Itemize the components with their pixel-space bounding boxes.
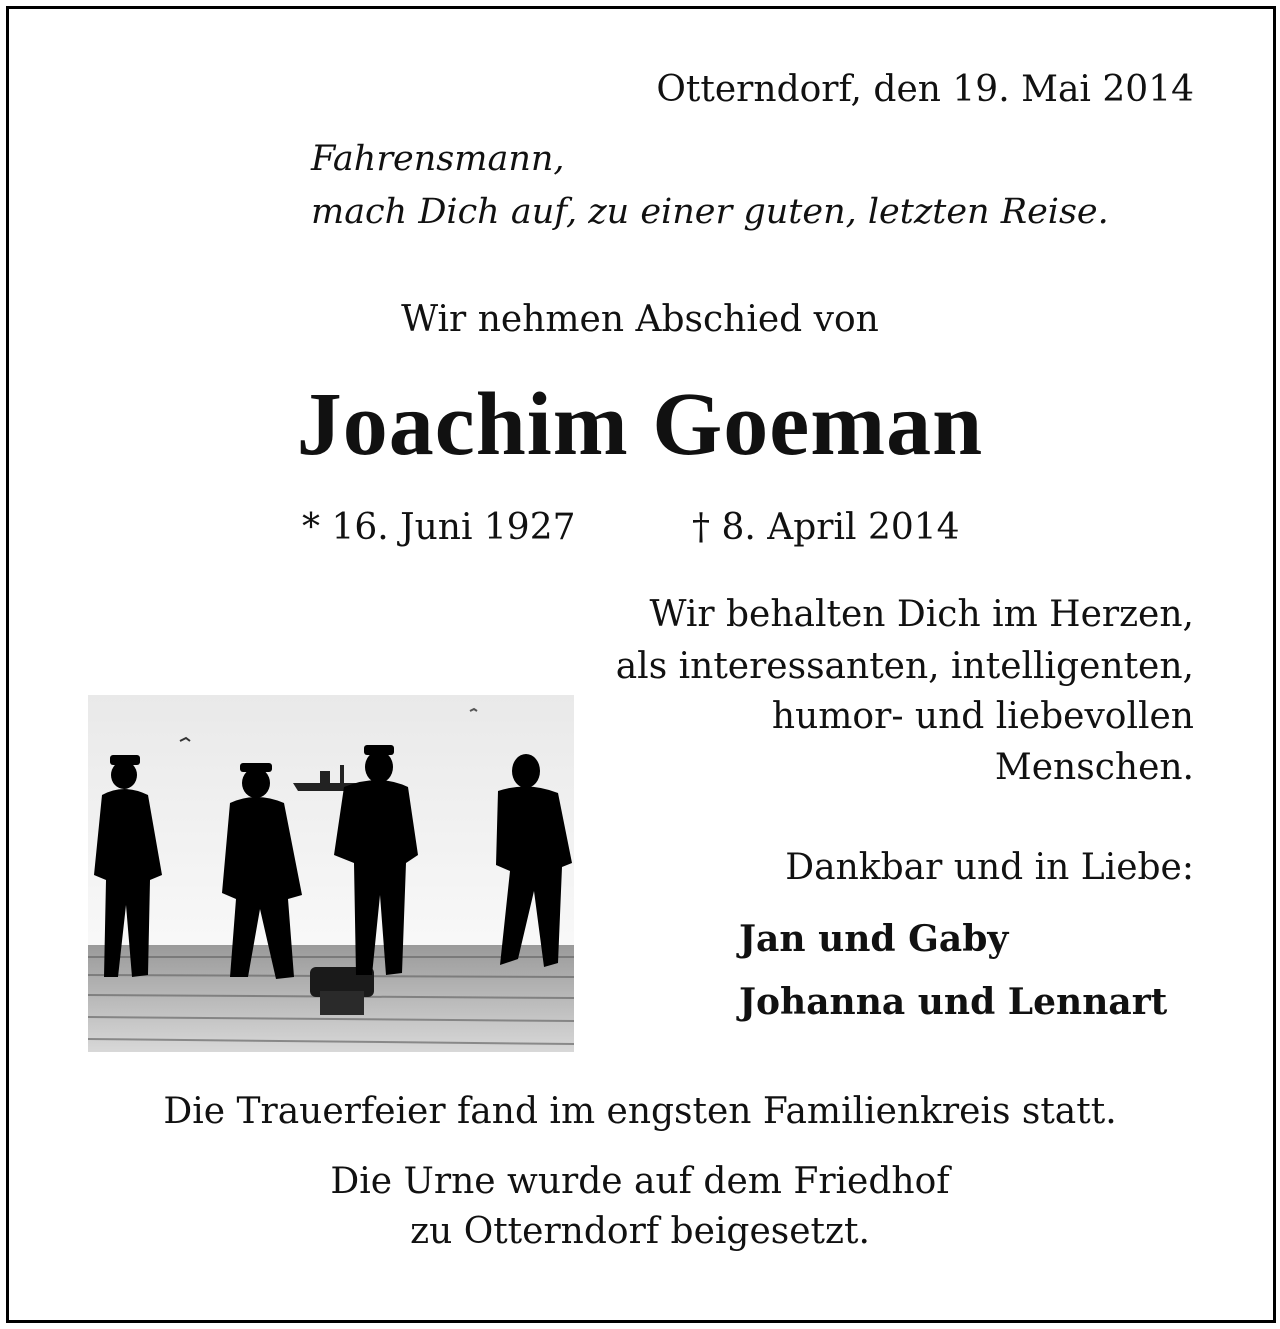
family-line-1: Jan und Gaby: [739, 918, 1009, 960]
place-date: Otterndorf, den 19. Mai 2014: [656, 69, 1194, 110]
thanks-line: Dankbar und in Liebe:: [785, 847, 1194, 888]
family-line-2: Johanna und Lennart: [739, 981, 1168, 1023]
seamen-silhouette-photo: [88, 695, 574, 1052]
death-date: † 8. April 2014: [692, 507, 960, 548]
farewell-intro: [0, 299, 1280, 340]
remembrance-line-3: humor- und liebevollen: [771, 696, 1194, 737]
motto-line-1: Fahrensmann,: [311, 139, 565, 179]
remembrance-line-4: Menschen.: [994, 747, 1194, 788]
service-note: Die Trauerfeier fand im engsten Familienkreis statt.: [163, 1091, 1117, 1132]
urn-line-2: zu Otterndorf beigesetzt.: [410, 1211, 870, 1252]
urn-line-1: Die Urne wurde auf dem Friedhof: [330, 1161, 950, 1202]
birth-date: * 16. Juni 1927: [302, 507, 576, 548]
farewell-intro-text: Wir nehmen Abschied von: [401, 299, 879, 340]
deceased-name: Joachim Goeman: [296, 375, 984, 474]
motto-line-2: mach Dich auf, zu einer guten, letzten Reise.: [311, 192, 1109, 232]
remembrance-line-1: Wir behalten Dich im Herzen,: [649, 594, 1194, 635]
remembrance-line-2: als interessanten, intelligenten,: [615, 646, 1194, 687]
